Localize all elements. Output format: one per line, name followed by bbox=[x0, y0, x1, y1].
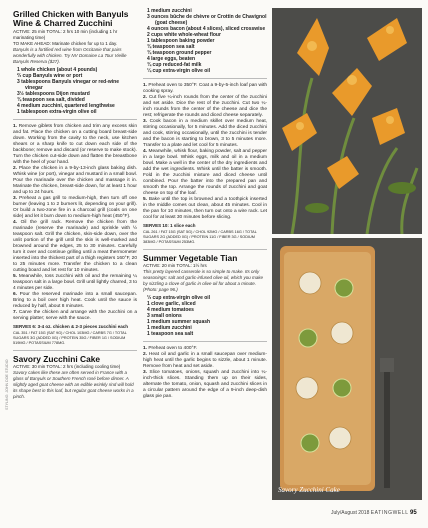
step-number: 7. bbox=[13, 309, 19, 315]
ingredient-item: ¾ cup reduced-fat milk bbox=[147, 62, 202, 68]
ingredient-item: 3 ounces bûche de chèvre or Crottin de Chavignol (goat cheese) bbox=[147, 14, 267, 26]
page-footer bbox=[331, 510, 417, 516]
step-text: Place the chicken in a 9-by-13-inch glass baking dish. Whisk wine (or port), vinegar and mustard in a small bowl. Pour the marinade over the chicken and massage it in. Marinate the chicken, breast-side down, for at least 1 hour and up to 24 hours. bbox=[13, 165, 137, 195]
ingredient-item: 2 cups white whole-wheat flour bbox=[147, 32, 221, 38]
step-text: Preheat a gas grill to medium-high, then turn off one burner (leaving 1 to 2 burners lit, depending on your grill). Or build a two-zone fire in a charcoal grill (coals on one side) and let it burn down to medium-high heat (450°F). bbox=[13, 195, 137, 219]
ingredient-item: 1 clove garlic, sliced bbox=[147, 301, 196, 308]
ingredient-list bbox=[143, 295, 267, 337]
ingredient-item: 4 large eggs, beaten bbox=[147, 56, 196, 62]
photo-zucchini-blossoms bbox=[272, 8, 422, 234]
method-steps bbox=[143, 83, 267, 221]
ingredient-item: 4 medium zucchini, quartered lengthwise bbox=[17, 102, 115, 109]
method-step bbox=[13, 196, 137, 220]
method-step bbox=[13, 310, 137, 322]
step-text: Pour the reserved marinade into a small saucepan. Bring to a boil over high heat. Cook until the sauce is reduced by half, about 8 minutes. bbox=[13, 291, 137, 309]
serves-line: SERVES 6: 3-4 oz. chicken & 2-3 pieces zucchini each bbox=[13, 323, 128, 329]
recipe-time: ACTIVE: 25 min TOTAL: 2 hrs 10 min (including 1 hr marinating time) bbox=[13, 28, 118, 40]
column-middle bbox=[143, 8, 267, 400]
ingredient-item: 3 small onions bbox=[147, 313, 182, 320]
step-text: Oil the grill rack. Remove the chicken from the marinade (reserve the marinade) and sprinkle with ½ teaspoon salt. Grill the chicken, skin-side down, over the unlit portion of the grill until the skin is well-marked and browned around the edges, 25 to 30 minutes. Carefully turn it over and continue grilling until a meat thermometer inserted into the thickest part of a thigh registers 160°F, 20 to 25 minutes more. Transfer the chicken to a clean cutting board and let rest for 10 minutes. bbox=[13, 219, 137, 273]
step-number: 2. bbox=[143, 95, 149, 100]
step-number: 6. bbox=[13, 291, 20, 297]
ingredient-list bbox=[143, 8, 267, 74]
method-step bbox=[143, 83, 267, 95]
step-text: Preheat oven to 400°F. bbox=[148, 346, 198, 352]
method-step bbox=[143, 119, 267, 149]
ingredient-item: 4 ounces bacon (about 4 slices), sliced crosswise bbox=[147, 26, 266, 32]
issue-date: July/August 2018 bbox=[331, 510, 370, 516]
page-number: 95 bbox=[410, 510, 417, 516]
recipe-intro: This pretty layered casserole is so simple to make. Its only seasonings: salt and garlic-infused olive oil, which you make by sizzling a clove of garlic in olive oil for about a minute. (Photo: page 96.) bbox=[143, 269, 264, 293]
step-number: 4. bbox=[143, 149, 149, 154]
method-step bbox=[143, 149, 267, 197]
photo-savory-zucchini-cake bbox=[272, 238, 422, 500]
ingredient-list bbox=[13, 67, 137, 115]
ingredient-item: 1 whole chicken (about 4 pounds) bbox=[17, 66, 98, 73]
ingredient-item: 1 teaspoon sea salt bbox=[147, 331, 194, 338]
ingredient-item: 1 tablespoon extra-virgin olive oil bbox=[17, 108, 97, 115]
nutrition-info: CAL 261 / FAT 15G (SAT 5G) / CHOL 92MG / CARBS 16G / TOTAL SUGARS 2G (ADDED 0G) / PROTEIN 11G / FIBER 3G / SODIUM 383MG / POTASSIUM 253MG. bbox=[143, 230, 257, 244]
step-text: Cook bacon in a medium skillet over medium heat, stirring occasionally, for 5 minutes. Add the diced zucchini and cook, stirring occasionally, until the zucchini is tender and the bacon is starting to brown, 3 to 5 minutes more. Transfer to a plate and let cool for 5 minutes. bbox=[143, 119, 267, 148]
nutrition-info: CAL 351 / FAT 15G (SAT 9G) / CHOL 103MG / CARBS 7G / TOTAL SUGARS 3G (ADDED 0G) / PROTEIN 35G / FIBER 1G / SODIUM 519MG / POTASSIUM 778MG. bbox=[13, 330, 127, 345]
step-number: 5. bbox=[143, 197, 149, 202]
method-step bbox=[13, 166, 137, 196]
method-step bbox=[13, 220, 137, 274]
photo-caption: Savory Zucchini Cake bbox=[278, 486, 340, 494]
step-text: Carve the chicken and arrange with the zucchini on a serving platter; serve with the sauce. bbox=[13, 309, 137, 321]
column-left bbox=[13, 8, 137, 400]
magazine-name: EATINGWELL bbox=[370, 510, 409, 516]
recipe-intro: Savory cakes like these are often served in France with a glass of Banyuls or Southern French rosé before dinner. A slightly aged goat cheese with an edible wrinkly rind will hold its shape best in this loaf, but regular goat cheese works in a pinch. bbox=[13, 370, 134, 400]
ingredient-item: ⅔ cup Banyuls wine or port bbox=[17, 72, 83, 79]
ingredient-item: 1 tablespoon baking powder bbox=[147, 38, 215, 44]
step-number: 5. bbox=[13, 273, 19, 279]
ingredient-item: 4 medium tomatoes bbox=[147, 307, 194, 314]
divider bbox=[143, 249, 267, 250]
divider bbox=[13, 350, 137, 351]
recipe-title: Savory Zucchini Cake bbox=[13, 353, 101, 364]
step-number: 2. bbox=[143, 352, 149, 358]
zucchini-cake-photo bbox=[272, 238, 422, 500]
ingredient-item: ¾ teaspoon sea salt, divided bbox=[17, 96, 85, 103]
method-step bbox=[13, 124, 137, 166]
step-number: 1. bbox=[143, 346, 149, 352]
step-text: Meanwhile, whisk flour, baking powder, salt and pepper in a large bowl. Whisk eggs, milk and oil in a medium bowl. Make a well in the center of the dry ingredients and add the wet ingredients. Whisk until the batter is smooth. Fold in the zucchini mixture and diced cheese until combined. Pour the batter into the prepared pan and smooth the top. Arrange the rounds of zucchini and goat cheese on top of the loaf. bbox=[143, 149, 267, 196]
step-number: 2. bbox=[13, 165, 19, 171]
method-step bbox=[13, 274, 137, 292]
step-text: Meanwhile, toss zucchini with oil and the remaining ¼ teaspoon salt in a large bowl. Grill until lightly charred, 3 to 4 minutes per side. bbox=[13, 273, 137, 291]
make-ahead-note: TO MAKE AHEAD: Marinate chicken for up to 1 day. bbox=[13, 40, 118, 46]
ingredient-item: ¼ cup extra-virgin olive oil bbox=[147, 68, 211, 74]
ingredient-item: 3 tablespoons Banyuls vinegar or red-wine vinegar bbox=[17, 78, 119, 91]
step-text: Cut five ¼-inch rounds from the center of the zucchini and set aside. Dice the rest of the zucchini. Cut two ¼-inch rounds from the center of the cheese and dice the rest; refrigerate the rounds and diced cheese separately. bbox=[143, 95, 267, 118]
ingredient-item: ¾ teaspoon ground pepper bbox=[147, 50, 212, 56]
divider bbox=[143, 78, 267, 79]
method-step bbox=[143, 352, 267, 370]
divider bbox=[13, 119, 137, 120]
method-step bbox=[13, 292, 137, 310]
step-number: 3. bbox=[143, 370, 150, 376]
wine-note: Banyuls is a fortified red wine from Occitanie that pairs wonderfully with chicken. Try NV Domaine La Tour Vieille Banyuls Reserva ($27). bbox=[13, 46, 127, 64]
recipe-time: ACTIVE: 20 min TOTAL: 1½ hrs bbox=[143, 263, 207, 269]
recipe-title: Summer Vegetable Tian bbox=[143, 253, 238, 263]
serves-line: SERVES 10: 1 slice each bbox=[143, 223, 196, 228]
zucchini-blossom-photo bbox=[272, 8, 422, 234]
step-number: 3. bbox=[143, 119, 150, 124]
method-step bbox=[143, 370, 267, 400]
ingredient-item: ⅓ cup extra-virgin olive oil bbox=[147, 295, 211, 302]
recipe-time: ACTIVE: 30 min TOTAL: 2 hrs (including cooling time) bbox=[13, 364, 121, 370]
step-text: Preheat oven to 350°F. Coat a 9-by-5-inch loaf pan with cooking spray. bbox=[143, 83, 267, 94]
step-text: Slice tomatoes, onions, squash and zucchini into ¼-inch-thick slices. Standing them up on their sides, alternate the tomato, onion, squash and zucchini slices in a circular pattern around the edge of a 9-inch deep-dish glass pie pan. bbox=[143, 370, 267, 400]
step-number: 4. bbox=[13, 219, 21, 225]
step-number: 1. bbox=[143, 83, 149, 88]
ingredient-item: 1 medium zucchini bbox=[147, 325, 192, 332]
method-steps bbox=[143, 346, 267, 400]
step-number: 3. bbox=[13, 195, 20, 201]
method-steps bbox=[13, 124, 137, 322]
step-text: Heat oil and garlic in a small saucepan over medium-high heat until the garlic begins to sizzle, about 1 minute. Remove from heat and set aside. bbox=[143, 352, 267, 370]
ingredient-item: 3½ tablespoons Dijon mustard bbox=[17, 90, 90, 97]
divider bbox=[143, 341, 267, 342]
ingredient-item: 1 medium summer squash bbox=[147, 319, 211, 326]
step-number: 1. bbox=[13, 123, 19, 129]
ingredient-item: 1 medium zucchini bbox=[147, 8, 192, 14]
step-text: Bake until the top is browned and a toothpick inserted in the middle comes out clean, about 45 minutes. Cool in the pan for 10 minutes, then turn out onto a wire rack. Let cool for at least 30 minutes before slicing. bbox=[143, 197, 267, 220]
photo-credit: STYLING: JOHN DOE STUDIO bbox=[5, 359, 9, 410]
method-step bbox=[143, 95, 267, 119]
method-step bbox=[143, 197, 267, 221]
ingredient-item: ¾ teaspoon sea salt bbox=[147, 44, 195, 50]
step-text: Remove giblets from chicken and trim any excess skin and fat. Place the chicken on a cutting board breast-side down. Working from the cavity to the neck, use kitchen shears or a sharp knife to cut down each side of the backbone; remove and discard (or reserve to make stock). Turn the chicken cut-side down and flatten the breastbone with the heel of your hand. bbox=[13, 123, 138, 165]
recipe-title: Grilled Chicken with Banyuls Wine & Charred Zucchini bbox=[13, 9, 129, 29]
